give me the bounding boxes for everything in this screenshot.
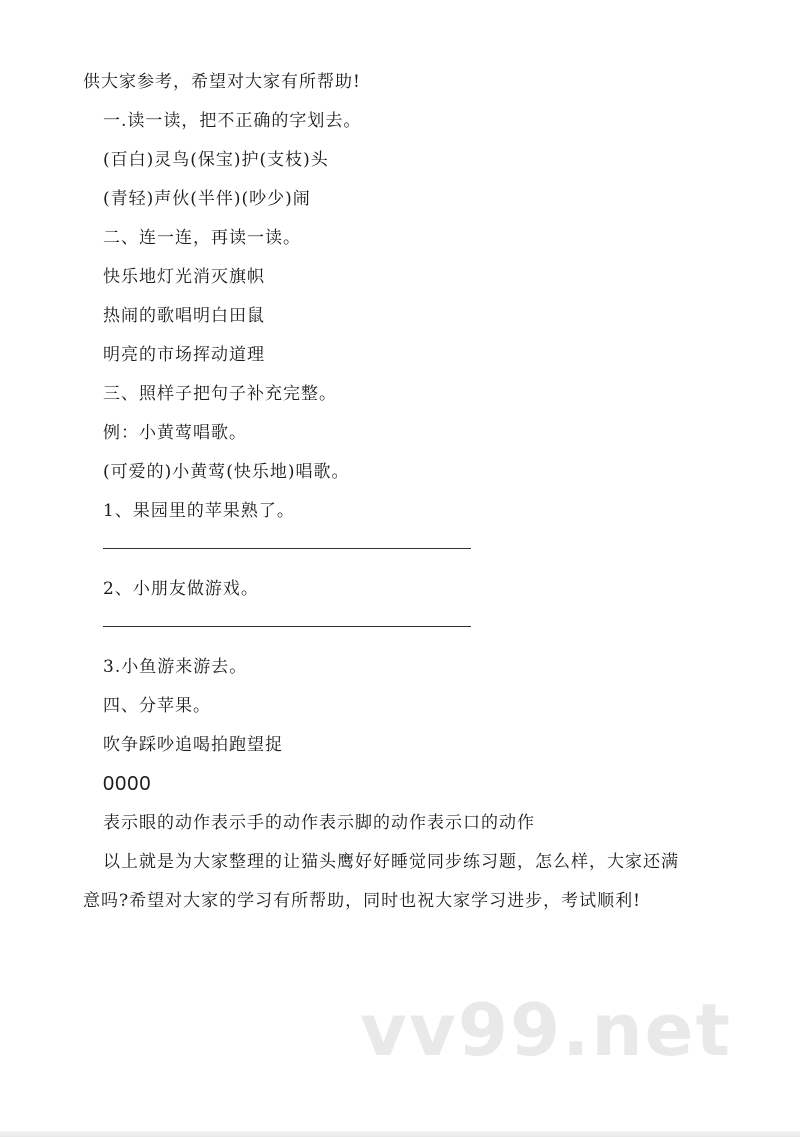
- exercise-line: (百白)灵鸟(保宝)护(支枝)头: [103, 150, 329, 170]
- example-line: (可爱的)小黄莺(快乐地)唱歌。: [103, 462, 350, 482]
- example-line: 例：小黄莺唱歌。: [103, 423, 247, 443]
- word-list: 吹争踩吵追喝拍跑望捉: [103, 735, 283, 755]
- section-2-heading: 二、连一连，再读一读。: [103, 228, 301, 248]
- section-4-heading: 四、分苹果。: [103, 696, 211, 716]
- watermark-logo: vv99.net: [360, 988, 732, 1072]
- exercise-line: 快乐地灯光消灭旗帜: [103, 267, 265, 287]
- circle-placeholders: 0000: [103, 773, 152, 795]
- question-2: 2、小朋友做游戏。: [103, 579, 259, 599]
- category-labels: 表示眼的动作表示手的动作表示脚的动作表示口的动作: [103, 813, 535, 833]
- page-bottom-edge: [0, 1131, 800, 1137]
- closing-line: 以上就是为大家整理的让猫头鹰好好睡觉同步练习题，怎么样，大家还满: [103, 852, 679, 872]
- exercise-line: (青轻)声伙(半伴)(吵少)闹: [103, 189, 311, 209]
- question-1: 1、果园里的苹果熟了。: [103, 501, 295, 521]
- intro-line: 供大家参考，希望对大家有所帮助!: [83, 72, 361, 92]
- answer-blank-1: [103, 548, 471, 549]
- section-1-heading: 一.读一读，把不正确的字划去。: [103, 111, 362, 131]
- section-3-heading: 三、照样子把句子补充完整。: [103, 384, 337, 404]
- closing-line: 意吗?希望对大家的学习有所帮助，同时也祝大家学习进步，考试顺利!: [83, 891, 641, 911]
- exercise-line: 热闹的歌唱明白田鼠: [103, 306, 265, 326]
- exercise-line: 明亮的市场挥动道理: [103, 345, 265, 365]
- answer-blank-2: [103, 626, 471, 627]
- question-3: 3.小鱼游来游去。: [103, 657, 248, 677]
